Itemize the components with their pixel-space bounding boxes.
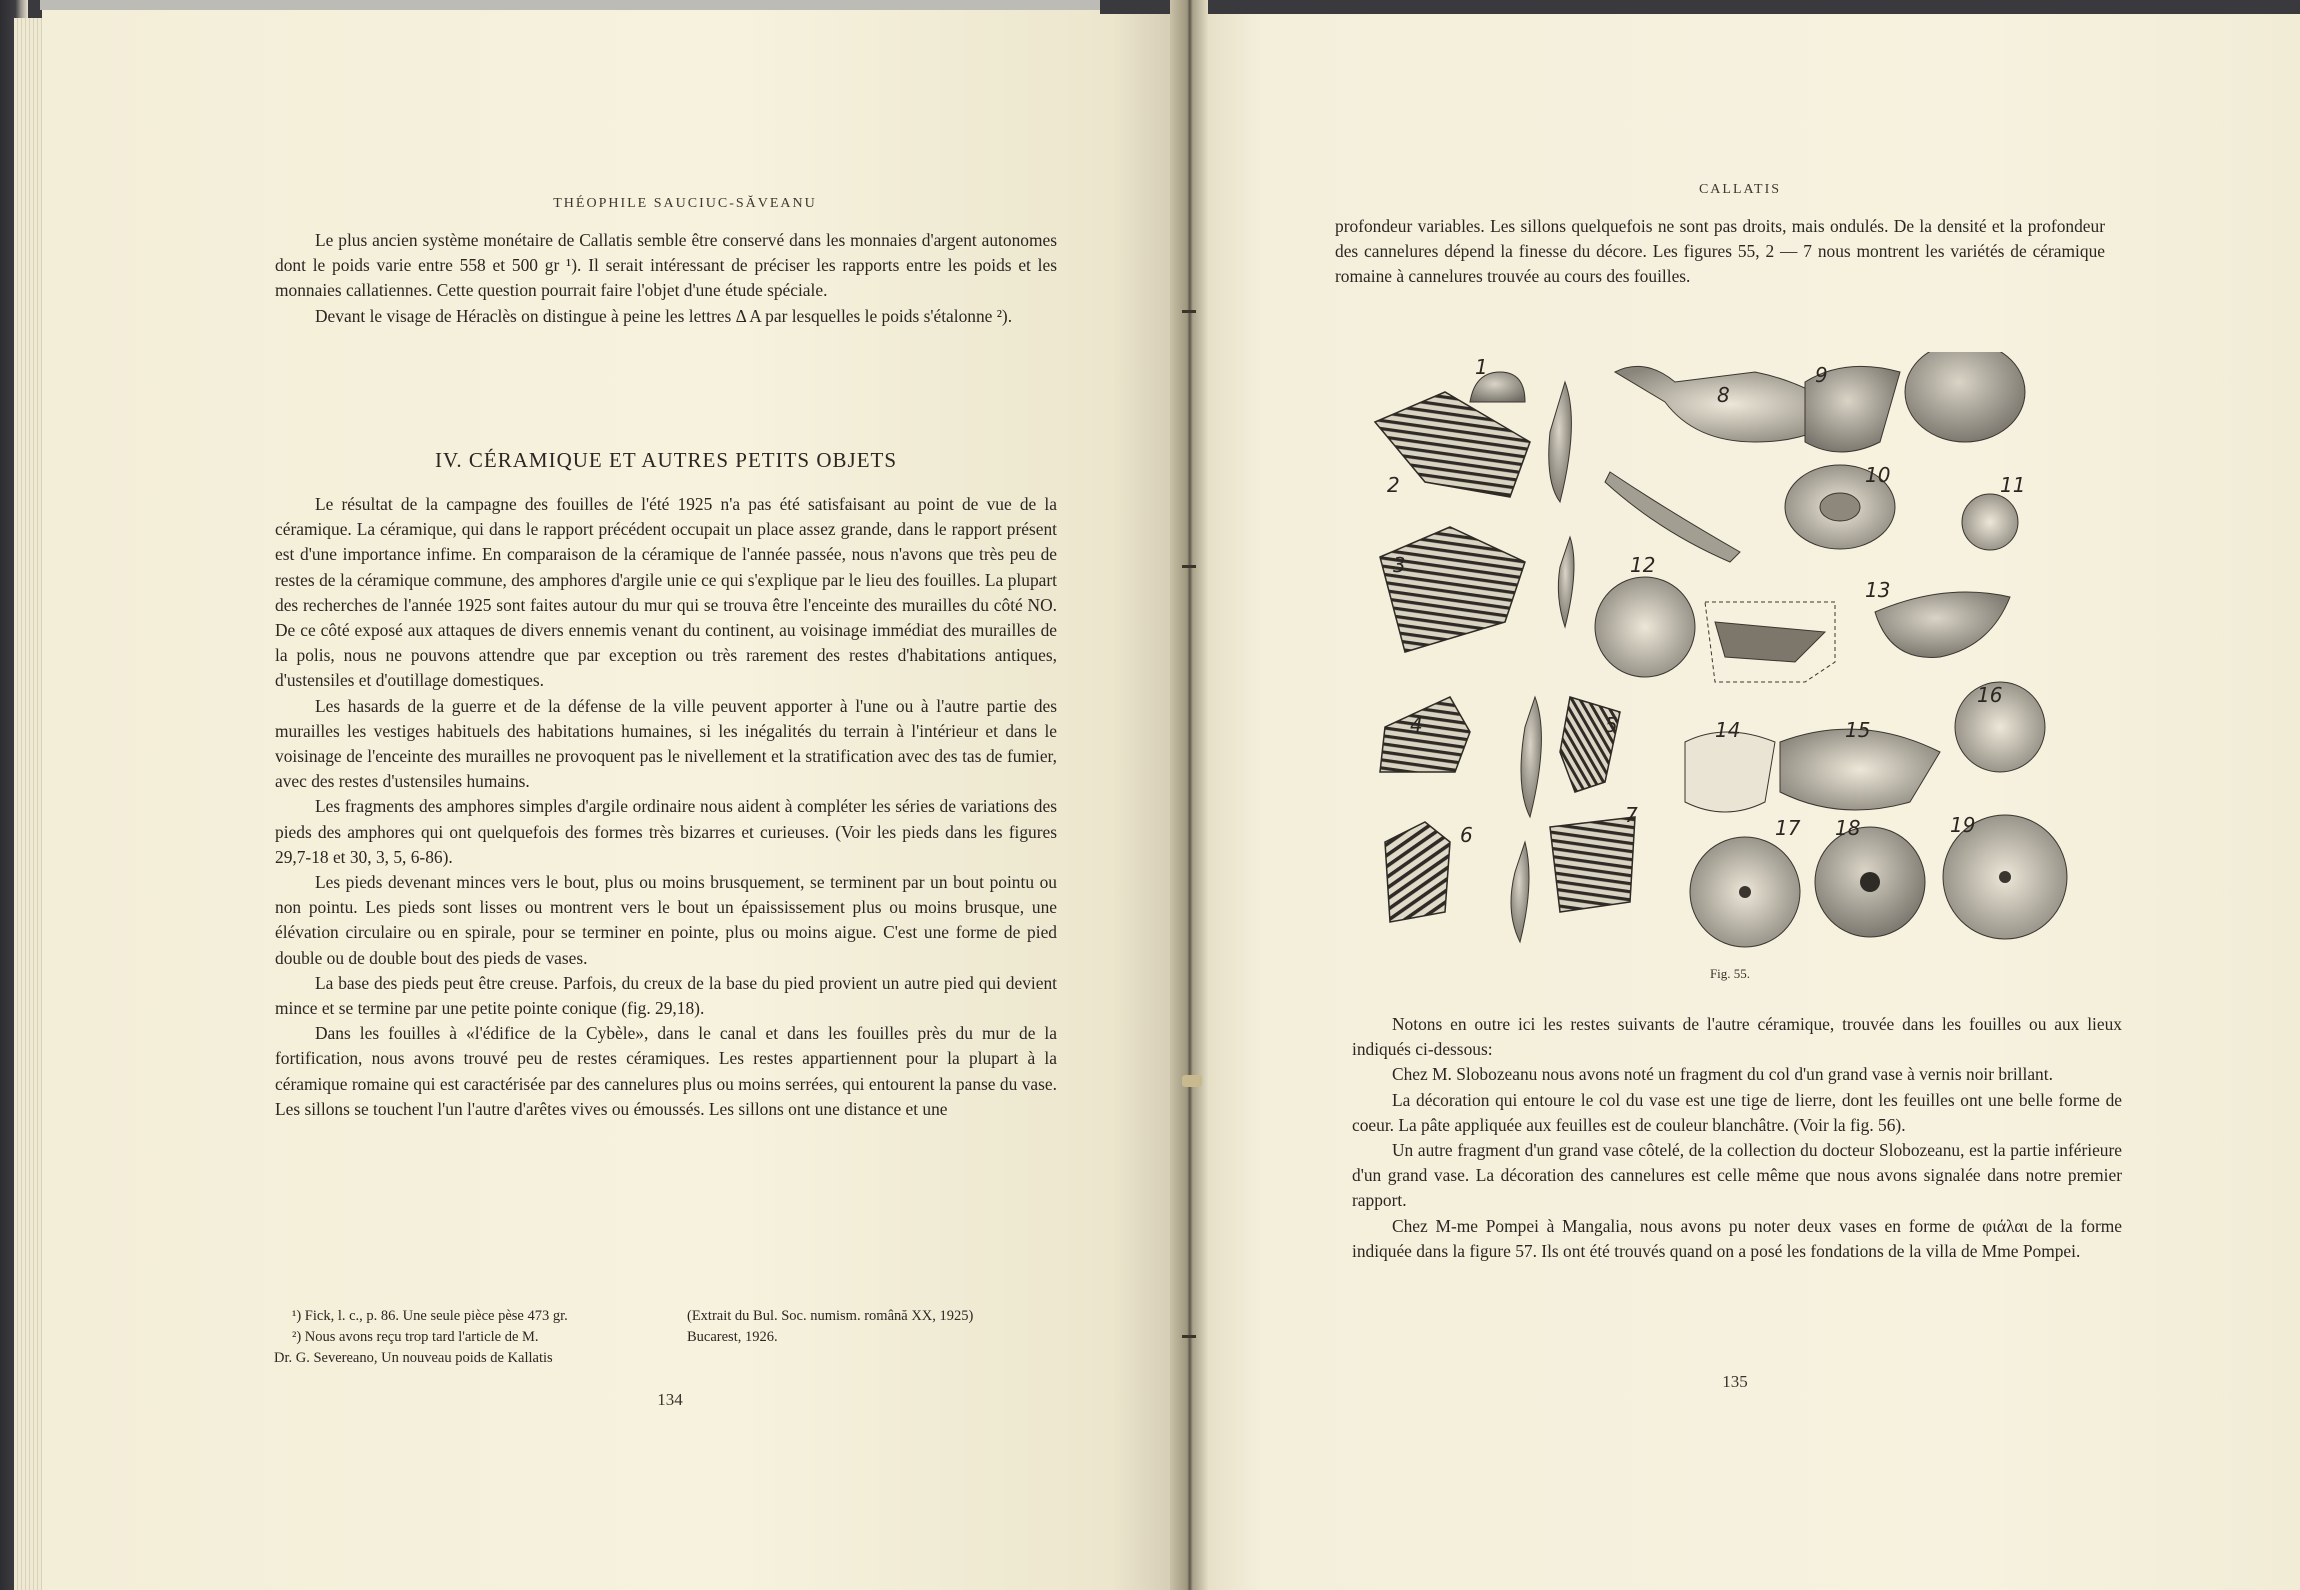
figure-number: 8 bbox=[1717, 383, 1730, 407]
section-title: IV. CÉRAMIQUE ET AUTRES PETITS OBJETS bbox=[434, 448, 898, 472]
fragment-6 bbox=[1385, 822, 1450, 922]
figure-number: 7 bbox=[1625, 803, 1638, 827]
figure-number: 2 bbox=[1387, 473, 1400, 497]
paragraph: Devant le visage de Héraclès on distingue à peine les lettres Δ Α par lesquelles le poids s'étalonne ²). bbox=[315, 305, 1013, 326]
fragment-sherd bbox=[1511, 842, 1529, 942]
figure-number: 3 bbox=[1393, 553, 1406, 577]
running-head-left: THÉOPHILE SAUCIUC-SĂVEANU bbox=[553, 196, 817, 211]
paragraph: Le plus ancien système monétaire de Callatis semble être conservé dans les monnaies d'argent autonomes dont le poids varie entre 558 et 500 gr ¹). Il serait intéressant de préciser les rapports entre les poids et les monnaies callatiennes. Cette question pourrait faire l'objet d'une étude spéciale. bbox=[275, 230, 1057, 301]
figure-number: 11 bbox=[2000, 473, 2026, 497]
footnote: (Extrait du Bul. Soc. numism. română XX, 1925) bbox=[687, 1308, 974, 1324]
footnote: ²) Nous avons reçu trop tard l'article de M. bbox=[292, 1329, 539, 1345]
footnote: Dr. G. Severeano, Un nouveau poids de Kallatis bbox=[274, 1350, 553, 1366]
figure-number: 15 bbox=[1845, 718, 1871, 742]
figure-number: 18 bbox=[1835, 816, 1861, 840]
figure-number: 4 bbox=[1410, 713, 1423, 737]
paragraph: Notons en outre ici les restes suivants de l'autre céramique, trouvée dans les fouilles ou aux lieux indiqués ci-dessous: bbox=[1352, 1014, 2122, 1060]
fragment-handle bbox=[1605, 472, 1740, 562]
fragment-13-lamp bbox=[1875, 592, 2010, 657]
fragment-3 bbox=[1380, 527, 1525, 652]
binding-stitch bbox=[1182, 1335, 1196, 1338]
book-gutter bbox=[1170, 0, 1208, 1590]
paragraph: Dans les fouilles à «l'édifice de la Cybèle», dans le canal et dans les fouilles près du mur de la fortification, nous avons trouvé peu de restes céramiques. Les restes appartiennent pour la plupart à la céramique romaine qui est caractérisée par des cannelures plus ou moins serrées, qui entourent la panse du vase. Les sillons se touchent l'un l'autre d'arêtes vives ou émoussés. Les sillons ont une distance et une bbox=[275, 1023, 1057, 1119]
running-head-right: CALLATIS bbox=[1698, 182, 1782, 197]
paragraph: La décoration qui entoure le col du vase est une tige de lierre, dont les feuilles ont une belle forme de coeur. La pâte appliquée aux feuilles est de couleur blanchâtre. (Voir la fig. 56). bbox=[1352, 1089, 2122, 1135]
fragment-13 bbox=[1715, 622, 1825, 662]
figure-number: 12 bbox=[1630, 553, 1656, 577]
figure-number: 16 bbox=[1977, 683, 2003, 707]
paragraph: Les fragments des amphores simples d'argile ordinaire nous aident à compléter les séries de variations des pieds des amphores qui ont quelquefois des formes très bizarres et curieuses. (Voir les pieds dans les figures 29,7-18 et 30, 3, 5, 6-86). bbox=[275, 796, 1057, 867]
paragraph: Les hasards de la guerre et de la défense de la ville peuvent apporter à l'une ou à l'autre partie des murailles les vestiges habituels des habitations humaines, si les inégalités du terrain à l'intérieur et dans le voisinage de l'enceinte des murailles ne provoquent pas le nivellement et la stratification avec des tas de fumier, avec des restes d'ustensiles humains. bbox=[275, 695, 1057, 792]
fragment-sherd bbox=[1558, 537, 1574, 627]
fragment-19-hole bbox=[1999, 871, 2011, 883]
fragment-7 bbox=[1550, 817, 1635, 912]
lamp-hole bbox=[1820, 493, 1860, 521]
fragment-sherd bbox=[1549, 382, 1572, 502]
footnote: Bucarest, 1926. bbox=[687, 1329, 778, 1345]
paragraph: Un autre fragment d'un grand vase côtelé, de la collection du docteur Slobozeanu, est la partie inférieure d'un grand vase. La décoration des cannelures est celle même que nous avons signalée dans notre premier rapport. bbox=[1352, 1140, 2122, 1211]
footnote: ¹) Fick, l. c., p. 86. Une seule pièce pèse 473 gr. bbox=[292, 1308, 568, 1324]
footnotes bbox=[274, 1306, 1072, 1369]
figure-number: 9 bbox=[1815, 363, 1828, 387]
figure-number: 19 bbox=[1950, 813, 1976, 837]
right-body-text bbox=[1352, 1012, 2122, 1264]
fragment-14 bbox=[1685, 732, 1775, 812]
paragraph: La base des pieds peut être creuse. Parfois, du creux de la base du pied provient un autre pied qui devient mince et se termine par une petite pointe conique (fig. 29,18). bbox=[275, 972, 1057, 1019]
figure-number: 13 bbox=[1865, 578, 1891, 602]
footnote-row bbox=[274, 1348, 1072, 1369]
fragment-18-hole bbox=[1860, 872, 1880, 892]
figure-number: 14 bbox=[1715, 718, 1741, 742]
figure-caption: Fig. 55. bbox=[1709, 966, 1751, 981]
left-intro-text bbox=[275, 228, 1057, 329]
binding-stitch bbox=[1182, 310, 1196, 313]
figure-number: 5 bbox=[1605, 713, 1618, 737]
paragraph: Chez M. Slobozeanu nous avons noté un fragment du col d'un grand vase à vernis noir brillant. bbox=[1392, 1064, 2053, 1085]
page-number-left: 134 bbox=[657, 1390, 683, 1409]
scan-background bbox=[1100, 0, 2300, 14]
figure-number: 1 bbox=[1475, 355, 1488, 379]
figure-55-ceramic-fragments bbox=[1365, 352, 2095, 952]
paragraph: profondeur variables. Les sillons quelquefois ne sont pas droits, mais ondulés. De la densité et la profondeur des cannelures dépend la finesse du décore. Les figures 55, 2 — 7 nous montrent les variétés de céramique romaine à cannelures trouvée au cours des fouilles. bbox=[1335, 216, 2105, 287]
fragment-17-hole bbox=[1739, 886, 1751, 898]
page-number-right: 135 bbox=[1722, 1372, 1748, 1391]
figure-number: 6 bbox=[1460, 823, 1473, 847]
paragraph: Chez M-me Pompei à Mangalia, nous avons pu noter deux vases en forme de φιάλαι de la forme indiquée dans la figure 57. Ils ont été trouvés quand on a posé les fondations de la villa de Mme Pompei. bbox=[1352, 1215, 2122, 1261]
paragraph: Le résultat de la campagne des fouilles de l'été 1925 n'a pas été satisfaisant au point de vue de la céramique. La céramique, qui dans le rapport précédent occupait un place assez grande, dans le rapport présent est d'une importance infime. En comparaison de la céramique de l'année passée, nous n'avons que très peu de restes de la céramique commune, des amphores d'argile unie ce qui s'explique par le lieu des fouilles. La plupart des recherches de l'année 1925 sont faites autour du mur qui se trouva être l'enceinte des murailles du côté NO. De ce côté exposé aux attaques de divers ennemis venant du continent, au voisinage immédiat des murailles de la polis, nous ne pouvons attendre que par exception ou très rarement des restes d'habitations antiques, d'ustensiles et d'outillage domestiques. bbox=[275, 494, 1057, 691]
left-body-text bbox=[275, 492, 1057, 1122]
fragment-11-rosette bbox=[1962, 494, 2018, 550]
fragment-5 bbox=[1560, 697, 1620, 792]
footnote-row bbox=[292, 1327, 1072, 1348]
binding-stitch bbox=[1182, 565, 1196, 568]
footnote-row bbox=[292, 1306, 1072, 1327]
binding-stitch bbox=[1182, 1075, 1202, 1087]
figure-number: 17 bbox=[1775, 816, 1801, 840]
right-intro-text bbox=[1335, 214, 2105, 290]
fragment-12 bbox=[1595, 577, 1695, 677]
fragment-4 bbox=[1380, 697, 1470, 772]
scan-edge bbox=[40, 0, 1100, 10]
paragraph: Les pieds devenant minces vers le bout, plus ou moins brusquement, se terminent par un bout pointu ou non pointu. Les pieds sont lisses ou montrent vers le bout un épaississement plus ou moins brusque, une élévation circulaire ou en spirale, pour se terminer en pointe, plus ou moins aigue. C'est une forme de pied double ou de double bout des pieds de vases. bbox=[275, 872, 1057, 968]
fragment-11 bbox=[1905, 352, 2025, 442]
fragment-sherd bbox=[1521, 697, 1541, 817]
figure-number: 10 bbox=[1865, 463, 1891, 487]
